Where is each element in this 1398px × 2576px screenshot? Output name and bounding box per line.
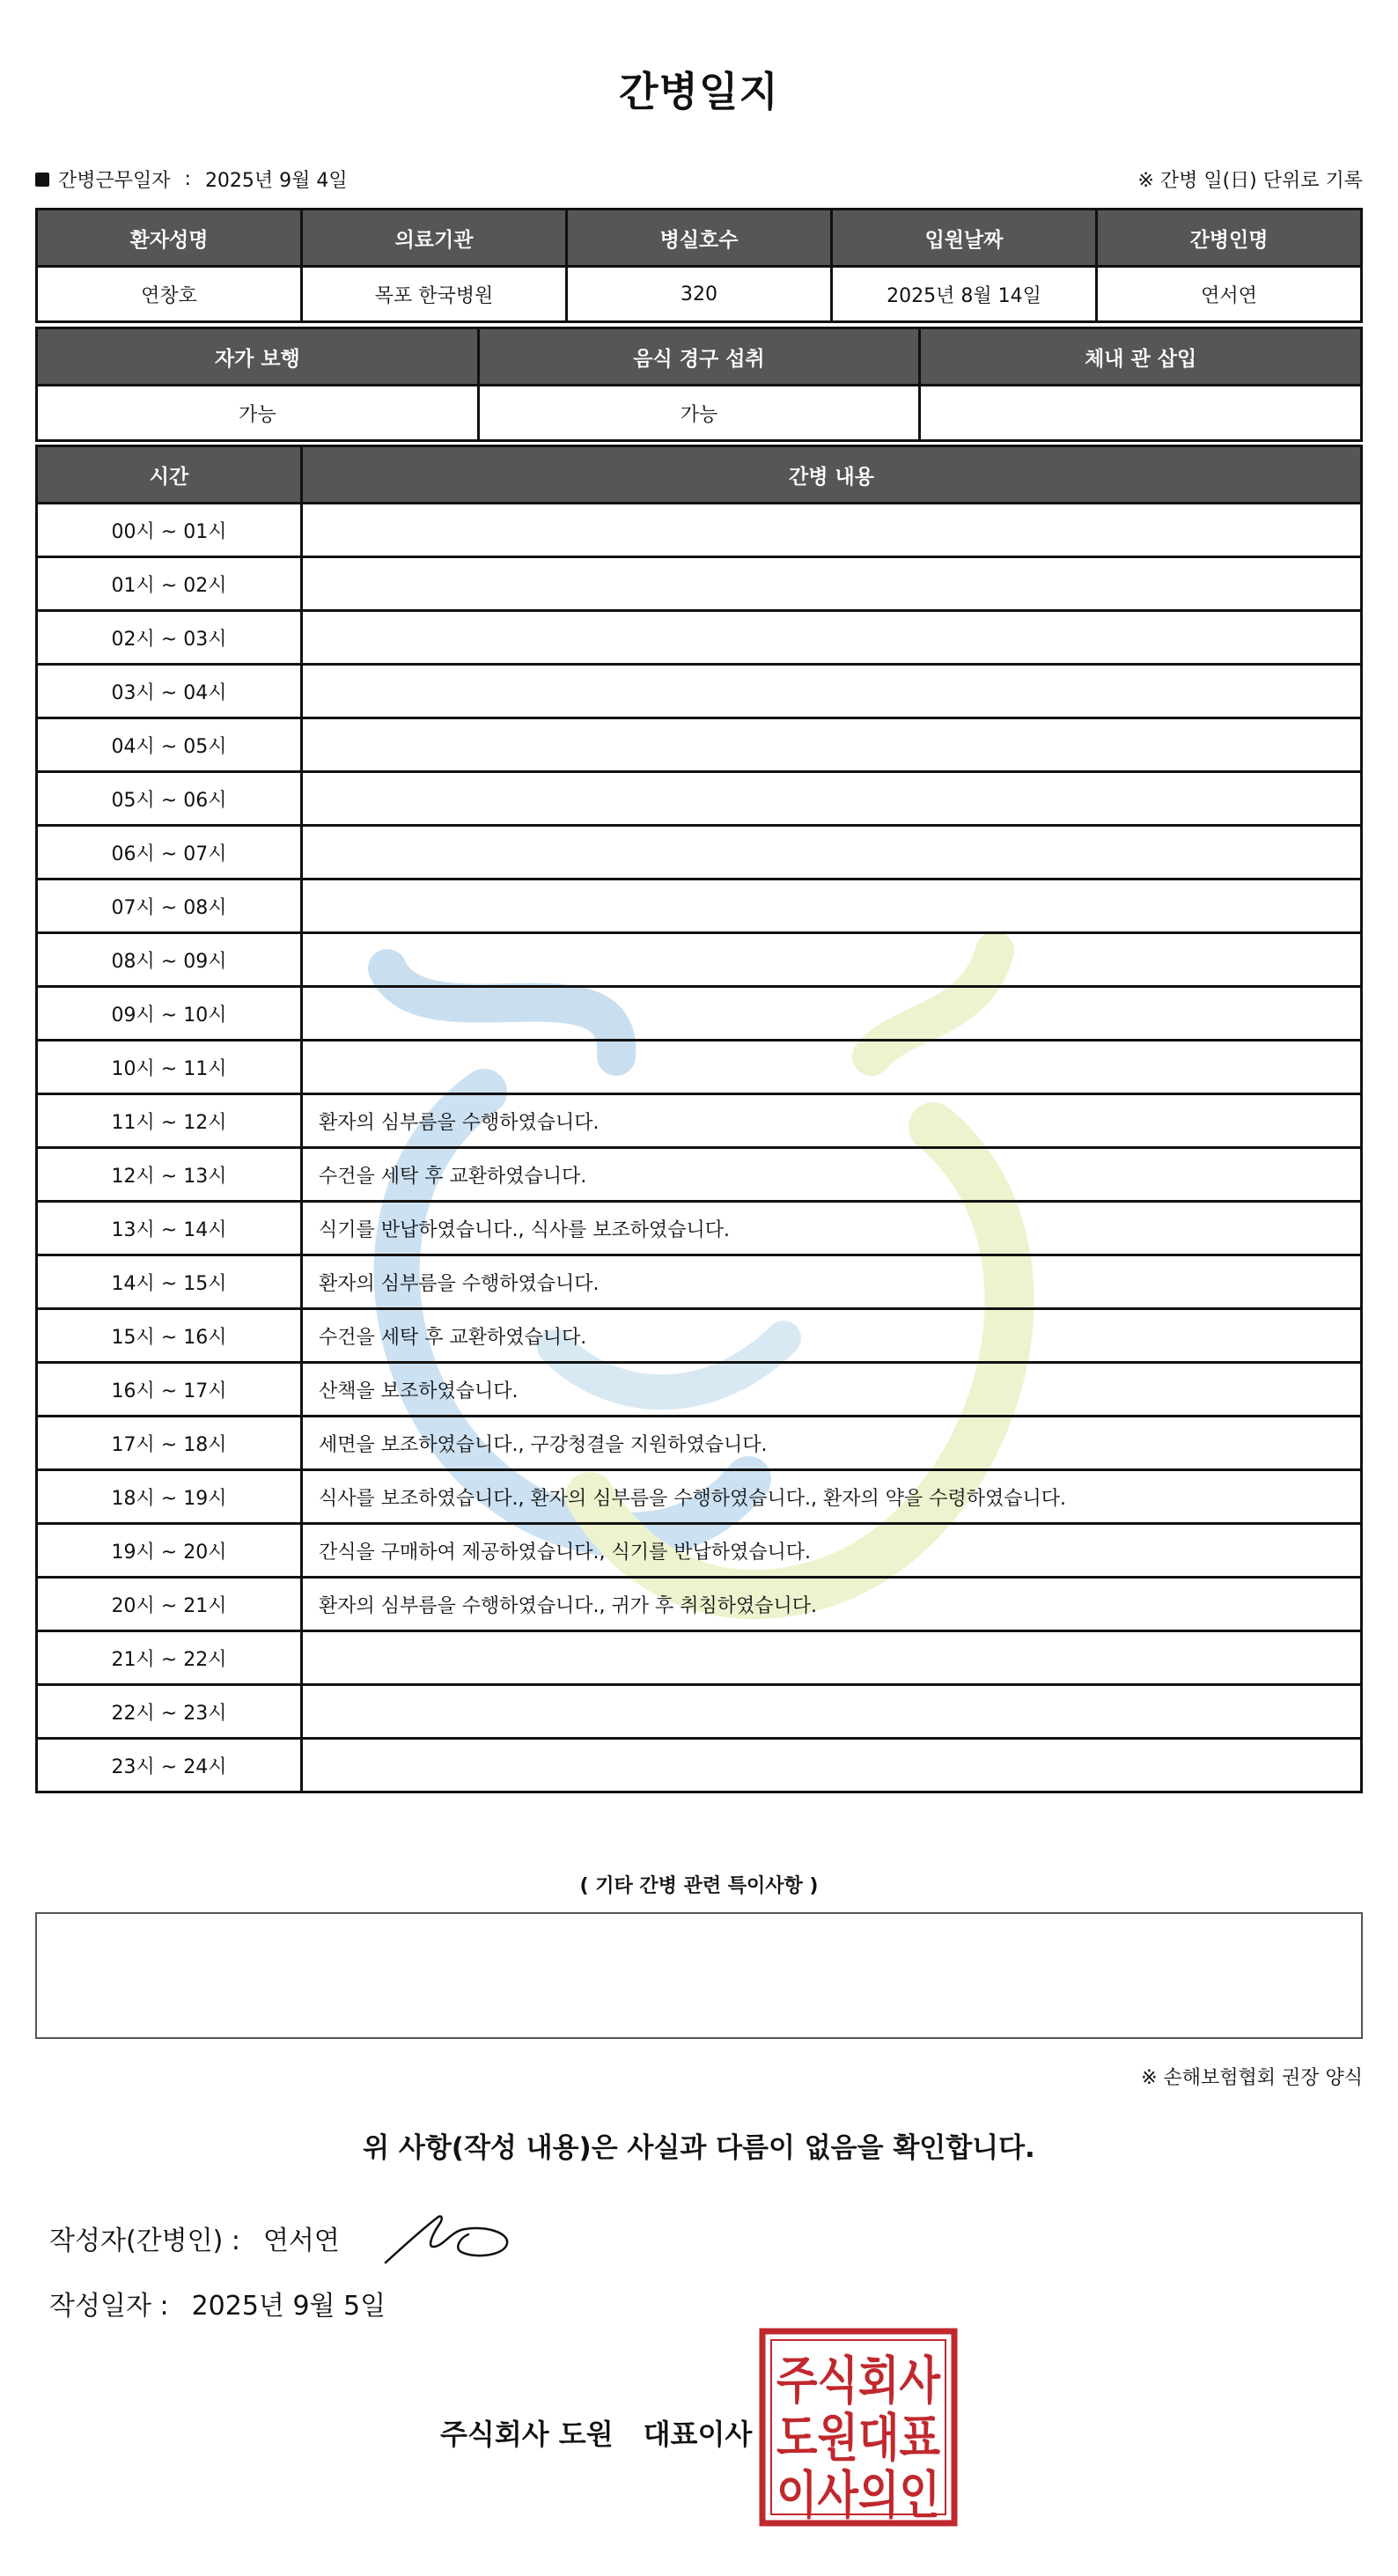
header-caregiver-name: 간병인명 [1097, 210, 1362, 267]
log-content: 식기를 반납하였습니다., 식사를 보조하였습니다. [302, 1202, 1362, 1255]
log-time: 18시 ~ 19시 [37, 1470, 302, 1524]
document-title: 간병일지 [619, 68, 779, 115]
log-time: 15시 ~ 16시 [37, 1309, 302, 1363]
log-row [37, 1739, 1362, 1792]
log-content: 환자의 심부름을 수행하였습니다. [302, 1255, 1362, 1309]
log-time: 01시 ~ 02시 [37, 557, 302, 611]
log-content: 간식을 구매하여 제공하였습니다., 식기를 반납하였습니다. [302, 1524, 1362, 1578]
header-oral-intake: 음식 경구 섭취 [478, 328, 920, 386]
log-row [37, 1685, 1362, 1739]
log-content [302, 933, 1362, 987]
log-row [37, 1148, 1362, 1202]
writer-name: 연서연 [262, 2226, 340, 2256]
work-date [35, 166, 348, 193]
log-row [37, 504, 1362, 557]
log-time: 22시 ~ 23시 [37, 1685, 302, 1739]
log-row [37, 1094, 1362, 1148]
log-content [302, 1041, 1362, 1094]
seal-text-line-1: 주식회사 [776, 2351, 941, 2410]
write-date-label: 작성일자 : [49, 2291, 169, 2322]
log-time: 02시 ~ 03시 [37, 611, 302, 665]
log-row [37, 718, 1362, 772]
care-log-table [35, 445, 1363, 1793]
log-content [302, 772, 1362, 826]
work-date-value: 2025년 9월 4일 [204, 170, 348, 192]
hospital-value: 목포 한국병원 [302, 267, 567, 322]
tube-insertion-value [920, 386, 1362, 441]
form-note: ※ 손해보험협회 권장 양식 [1141, 2067, 1363, 2089]
log-content: 환자의 심부름을 수행하였습니다., 귀가 후 취침하였습니다. [302, 1578, 1362, 1631]
log-time: 08시 ~ 09시 [37, 933, 302, 987]
log-content: 수건을 세탁 후 교환하였습니다. [302, 1148, 1362, 1202]
writer-label: 작성자(간병인) : [49, 2226, 240, 2256]
oral-intake-value: 가능 [478, 386, 920, 441]
log-time: 19시 ~ 20시 [37, 1524, 302, 1578]
header-room: 병실호수 [567, 210, 832, 267]
write-date-value: 2025년 9월 5일 [191, 2291, 386, 2322]
log-time: 12시 ~ 13시 [37, 1148, 302, 1202]
log-row [37, 1470, 1362, 1524]
remarks-title: ( 기타 간병 관련 특이사항 ) [579, 1875, 819, 1897]
log-content: 세면을 보조하였습니다., 구강청결을 지원하였습니다. [302, 1417, 1362, 1470]
header-hospital: 의료기관 [302, 210, 567, 267]
log-content [302, 1685, 1362, 1739]
log-row [37, 987, 1362, 1041]
handwritten-signature [380, 2208, 521, 2270]
seal-text-line-3: 이사의인 [776, 2465, 940, 2525]
seal-text-line-2: 도원대표 [776, 2408, 940, 2468]
log-time: 21시 ~ 22시 [37, 1631, 302, 1685]
log-content [302, 1739, 1362, 1792]
header-self-walking: 자가 보행 [37, 328, 479, 386]
log-row [37, 772, 1362, 826]
log-content [302, 826, 1362, 880]
log-time: 04시 ~ 05시 [37, 718, 302, 772]
log-time: 10시 ~ 11시 [37, 1041, 302, 1094]
bullet-square-icon [35, 173, 49, 187]
patient-info-table [35, 208, 1363, 323]
log-content: 산책을 보조하였습니다. [302, 1363, 1362, 1417]
log-content [302, 880, 1362, 933]
log-content [302, 718, 1362, 772]
log-time: 00시 ~ 01시 [37, 504, 302, 557]
log-row [37, 557, 1362, 611]
confirmation-statement: 위 사항(작성 내용)은 사실과 다름이 없음을 확인합니다. [363, 2132, 1035, 2164]
log-time: 20시 ~ 21시 [37, 1578, 302, 1631]
log-time: 05시 ~ 06시 [37, 772, 302, 826]
company-name: 주식회사 도원 [440, 2418, 614, 2451]
writer-line [49, 2219, 340, 2257]
log-row [37, 880, 1362, 933]
admission-date-value: 2025년 8월 14일 [832, 267, 1097, 322]
remarks-box [35, 1912, 1363, 2039]
log-content [302, 665, 1362, 718]
log-row [37, 1363, 1362, 1417]
log-row [37, 1255, 1362, 1309]
log-time: 11시 ~ 12시 [37, 1094, 302, 1148]
log-row [37, 611, 1362, 665]
header-time: 시간 [37, 446, 302, 504]
log-content [302, 504, 1362, 557]
log-content: 수건을 세탁 후 교환하였습니다. [302, 1309, 1362, 1363]
log-row [37, 1578, 1362, 1631]
work-date-label: 간병근무일자 [58, 170, 171, 192]
work-date-separator: : [184, 168, 191, 190]
representative-title: 대표이사 [643, 2418, 753, 2451]
log-row [37, 933, 1362, 987]
log-content: 식사를 보조하였습니다., 환자의 심부름을 수행하였습니다., 환자의 약을 수령하였습니다. [302, 1470, 1362, 1524]
log-time: 03시 ~ 04시 [37, 665, 302, 718]
log-content [302, 987, 1362, 1041]
log-row [37, 826, 1362, 880]
header-tube-insertion: 체내 관 삽입 [920, 328, 1362, 386]
log-row [37, 1417, 1362, 1470]
log-content: 환자의 심부름을 수행하였습니다. [302, 1094, 1362, 1148]
log-content [302, 1631, 1362, 1685]
room-value: 320 [567, 267, 832, 322]
log-time: 06시 ~ 07시 [37, 826, 302, 880]
log-row [37, 1202, 1362, 1255]
caregiver-name-value: 연서연 [1097, 267, 1362, 322]
log-row [37, 1309, 1362, 1363]
header-admission-date: 입원날짜 [832, 210, 1097, 267]
write-date-line [49, 2284, 386, 2322]
patient-name-value: 연창호 [37, 267, 302, 322]
log-row [37, 1041, 1362, 1094]
log-time: 07시 ~ 08시 [37, 880, 302, 933]
log-time: 13시 ~ 14시 [37, 1202, 302, 1255]
self-walking-value: 가능 [37, 386, 479, 441]
unit-note: ※ 간병 일(日) 단위로 기록 [1137, 170, 1363, 192]
company-seal [759, 2328, 958, 2527]
log-content [302, 611, 1362, 665]
log-row [37, 665, 1362, 718]
log-row [37, 1631, 1362, 1685]
log-time: 23시 ~ 24시 [37, 1739, 302, 1792]
log-time: 09시 ~ 10시 [37, 987, 302, 1041]
company-line [440, 2412, 752, 2453]
header-patient-name: 환자성명 [37, 210, 302, 267]
log-time: 16시 ~ 17시 [37, 1363, 302, 1417]
log-content [302, 557, 1362, 611]
log-time: 17시 ~ 18시 [37, 1417, 302, 1470]
log-time: 14시 ~ 15시 [37, 1255, 302, 1309]
log-row [37, 1524, 1362, 1578]
header-care-content: 간병 내용 [302, 446, 1362, 504]
patient-status-table [35, 327, 1363, 442]
